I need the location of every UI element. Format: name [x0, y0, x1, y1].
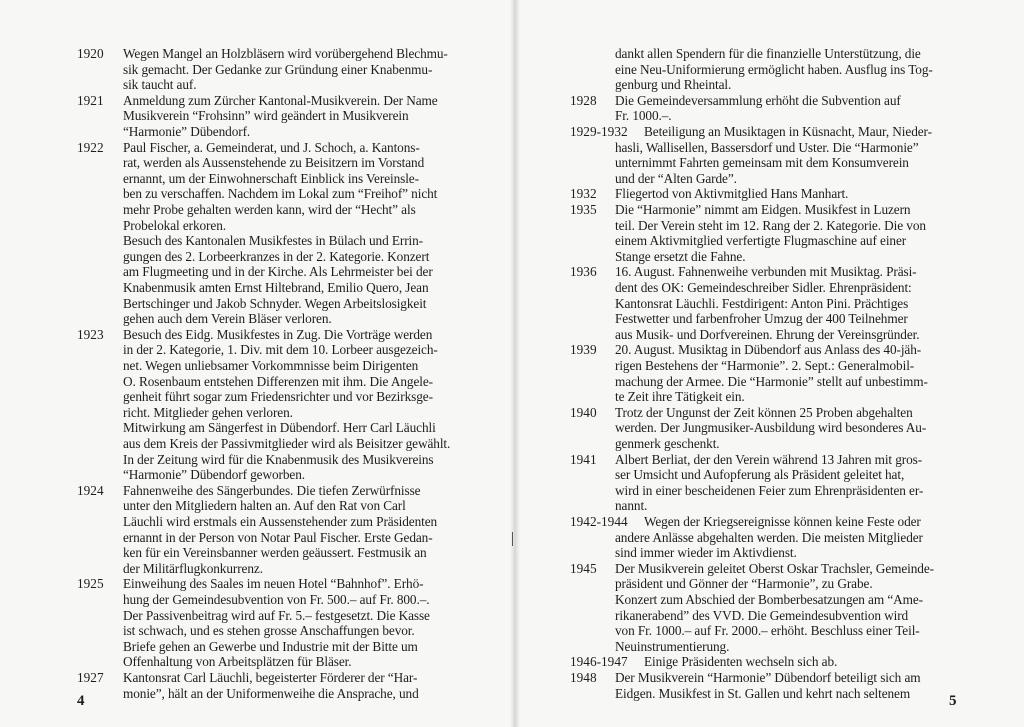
- entry-year: 1921: [77, 92, 104, 108]
- entry-year: 1941: [570, 451, 597, 467]
- entry-text-line: Knabenmusik amten Ernst Hiltebrand, Emilio Quero, Jean: [123, 280, 429, 295]
- entry-text-line: andere Anlässe abgehalten werden. Die meisten Mitglieder: [615, 529, 923, 545]
- entry-text-line: Läuchli wird erstmals ein Aussenstehender zum Präsidenten: [123, 514, 438, 529]
- entry-text-line: und der “Alten Garde”.: [615, 170, 737, 186]
- entry-year: 1948: [570, 670, 597, 685]
- entry-text-line: unter den Mitgliedern halten an. Auf den Rat von Carl: [123, 498, 406, 514]
- entry-text-line: Der Musikverein geleitet Oberst Oskar Trachsler, Gemeinde-: [615, 560, 934, 576]
- right-page: [514, 0, 1024, 727]
- entry-text-line: Die Gemeindeversammlung erhöht die Subvention auf: [615, 92, 901, 108]
- entry-text-line: Konzert zum Abschied der Bomberbesatzungen am “Ame-: [615, 592, 924, 607]
- text-line: eine Neu-Uniformierung ermöglicht haben. Ausflug ins Tog-: [615, 61, 933, 77]
- entry-text-line: Wegen der Kriegsereignisse können keine Feste oder: [644, 514, 921, 529]
- entry-text-line: Stange ersetzt die Fahne.: [615, 248, 746, 264]
- entry-text-line: 16. August. Fahnenweihe verbunden mit Musiktag. Präsi-: [615, 264, 917, 280]
- entry-text-line: Besuch des Kantonalen Musikfestes in Bülach und Errin-: [123, 233, 423, 249]
- entry-year: 1935: [570, 202, 597, 217]
- entry-text-line: aus dem Kreis der Passivmitglieder wird als Beisitzer gewählt.: [123, 436, 451, 451]
- right-page-number: 5: [949, 693, 957, 709]
- binding-mark: [512, 532, 513, 546]
- text-line: dankt allen Spendern für die finanzielle Unterstützung, die: [615, 46, 921, 61]
- entry-text-line: richt. Mitglieder gehen verloren.: [123, 404, 293, 420]
- entry-text-line: te Zeit ihre Tätigkeit ein.: [615, 389, 745, 405]
- entry-text-line: hung der Gemeindesubvention von Fr. 500.– auf Fr. 800.–.: [123, 592, 430, 607]
- entry-text-line: Bertschinger und Jakob Schnyder. Wegen Arbeitslosigkeit: [123, 295, 427, 311]
- entry-text-line: aus Musik- und Dorfvereinen. Ehrung der Vereinsgründer.: [615, 326, 920, 342]
- entry-text-line: Probelokal erkoren.: [123, 217, 226, 233]
- entry-text-line: einem Aktivmitglied verfertigte Flugmaschine auf einer: [615, 233, 907, 249]
- entry-year: 1922: [77, 139, 104, 155]
- entry-text-line: rikanerabend” des VVD. Die Gemeindesubvention wird: [615, 607, 909, 623]
- entry-text-line: sik taucht auf.: [123, 77, 197, 93]
- entry-text-line: rigen Bestehens der “Harmonie”. 2. Sept.: Generalmobil-: [615, 358, 915, 373]
- book-gutter: [510, 0, 520, 727]
- entry-text-line: sind immer wieder im Aktivdienst.: [615, 545, 797, 561]
- entry-text-line: werden. Der Jungmusiker-Ausbildung wird besonderes Au-: [615, 420, 927, 436]
- entry-year: 1923: [77, 326, 104, 342]
- entry-year: 1932: [570, 186, 597, 202]
- entry-text-line: Paul Fischer, a. Gemeinderat, und J. Schoch, a. Kantons-: [123, 139, 420, 155]
- entry-text-line: Wegen Mangel an Holzbläsern wird vorübergehend Blechmu-: [123, 46, 448, 61]
- entry-text-line: Besuch des Eidg. Musikfestes in Zug. Die Vorträge werden: [123, 326, 433, 342]
- entry-text-line: Kantonsrat Carl Läuchli, begeisterter Förderer der “Har-: [123, 670, 418, 685]
- entry-text-line: genmerk geschenkt.: [615, 436, 720, 451]
- entry-text-line: ist schwach, und es stehen grosse Anschaffungen bevor.: [123, 623, 415, 639]
- entry-text-line: genheit führt sogar zum Friedensrichter und vor Bezirksge-: [123, 389, 433, 405]
- entry-text-line: Musikverein “Frohsinn” wird geändert in Musikverein: [123, 108, 409, 124]
- entry-text-line: ernannt, um der Einwohnerschaft Einblick ins Vereinsle-: [123, 170, 419, 186]
- entry-text-line: machung der Armee. Die “Harmonie” stellt auf unbestimm-: [615, 373, 928, 389]
- entry-year: 1942-1944: [570, 514, 628, 529]
- entry-year: 1929-1932: [570, 124, 628, 139]
- entry-text-line: hasli, Wallisellen, Bassersdorf und Uster. Die “Harmonie”: [615, 139, 919, 155]
- entry-text-line: ken für ein Vereinsbanner werden geäussert. Festmusik an: [123, 545, 427, 561]
- entry-text-line: Kantonsrat Läuchli. Festdirigent: Anton Pini. Prächtiges: [615, 295, 909, 311]
- entry-text-line: Die “Harmonie” nimmt am Eidgen. Musikfest in Luzern: [615, 202, 911, 217]
- entry-text-line: nannt.: [615, 498, 648, 514]
- entry-text-line: Anmeldung zum Zürcher Kantonal-Musikverein. Der Name: [123, 92, 438, 108]
- entry-text-line: Albert Berliat, der den Verein während 13 Jahren mit gros-: [615, 451, 923, 467]
- entry-text-line: ser Umsicht und Aufopferung als Präsident geleitet hat,: [615, 467, 905, 483]
- entry-year: 1920: [77, 46, 104, 61]
- entry-year: 1939: [570, 342, 597, 358]
- entry-text-line: Einige Präsidenten wechseln sich ab.: [644, 654, 838, 670]
- entry-text-line: ben zu verschaffen. Nachdem im Lokal zum “Freihof” nicht: [123, 186, 438, 202]
- entry-year: 1925: [77, 576, 104, 592]
- entry-year: 1927: [77, 670, 104, 685]
- entry-text-line: unternimmt Fahrten gemeinsam mit dem Konsumverein: [615, 155, 909, 171]
- entry-text-line: am Flugmeeting und in der Kirche. Als Lehrmeister bei der: [123, 264, 433, 280]
- entry-text-line: Fliegertod von Aktivmitglied Hans Manhart.: [615, 186, 849, 202]
- entry-year: 1928: [570, 92, 597, 108]
- entry-text-line: Mitwirkung am Sängerfest in Dübendorf. Herr Carl Läuchli: [123, 420, 436, 436]
- entry-text-line: wird in einer bescheidenen Feier zum Ehrenpräsidenten er-: [615, 482, 924, 498]
- entry-text-line: der Militärflugkonkurrenz.: [123, 560, 263, 576]
- entry-text-line: dent des OK: Gemeindeschreiber Sidler. Ehrenpräsident:: [615, 280, 912, 295]
- entry-text-line: Einweihung des Saales im neuen Hotel “Bahnhof”. Erhö-: [123, 576, 424, 592]
- entry-text-line: 20. August. Musiktag in Dübendorf aus Anlass des 40-jäh-: [615, 342, 922, 358]
- entry-text-line: in der 2. Kategorie, 1. Div. mit dem 10. Lorbeer ausgezeich-: [123, 342, 438, 358]
- entry-text-line: Der Musikverein “Harmonie” Dübendorf beteiligt sich am: [615, 670, 921, 685]
- entry-text-line: ernannt in der Person von Notar Paul Fischer. Erste Gedan-: [123, 529, 433, 545]
- entry-year: 1936: [570, 264, 597, 280]
- entry-text-line: O. Rosenbaum entstehen Differenzen mit ihm. Die Angele-: [123, 373, 433, 389]
- entry-text-line: Offenhaltung von Arbeitsplätzen für Bläser.: [123, 654, 352, 670]
- entry-text-line: sik gemacht. Der Gedanke zur Gründung einer Knabenmu-: [123, 61, 433, 77]
- left-page-number: 4: [77, 693, 85, 709]
- entry-text-line: mehr Probe gehalten werden kann, wird der “Hecht” als: [123, 202, 416, 217]
- entry-text-line: net. Wegen unliebsamer Vorkommnisse beim Dirigenten: [123, 358, 419, 373]
- entry-text-line: rat, werden als Aussenstehende zu Beisitzern im Vorstand: [123, 155, 425, 171]
- entry-text-line: Fr. 1000.–.: [615, 108, 672, 124]
- entry-text-line: Fahnenweihe des Sängerbundes. Die tiefen Zerwürfnisse: [123, 482, 421, 498]
- entry-text-line: präsident und Gönner der “Harmonie”, zu Grabe.: [615, 576, 873, 592]
- entry-text-line: Der Passivenbeitrag wird auf Fr. 5.– festgesetzt. Die Kasse: [123, 607, 430, 623]
- entry-year: 1946-1947: [570, 654, 628, 670]
- entry-text-line: teil. Der Verein steht im 12. Rang der 2. Kategorie. Die von: [615, 217, 926, 233]
- entry-text-line: gungen des 2. Lorbeerkranzes in der 2. Kategorie. Konzert: [123, 248, 430, 264]
- entry-text-line: Festwetter und farbenfroher Umzug der 400 Teilnehmer: [615, 311, 908, 327]
- entry-year: 1924: [77, 482, 104, 498]
- entry-text-line: Briefe gehen an Gewerbe und Industrie mit der Bitte um: [123, 638, 418, 654]
- entry-text-line: Beteiligung an Musiktagen in Küsnacht, Maur, Nieder-: [644, 124, 932, 139]
- entry-text-line: “Harmonie” Dübendorf geworben.: [123, 467, 305, 483]
- entry-text-line: Trotz der Ungunst der Zeit können 25 Proben abgehalten: [615, 404, 913, 420]
- entry-text-line: Eidgen. Musikfest in St. Gallen und kehrt nach seltenem: [615, 685, 911, 701]
- entry-year: 1945: [570, 560, 597, 576]
- entry-text-line: Neuinstrumentierung.: [615, 638, 730, 654]
- entry-text-line: monie”, hält an der Uniformenweihe die Ansprache, und: [123, 685, 419, 701]
- entry-text-line: gehen auch dem Verein Bläser verloren.: [123, 311, 332, 327]
- entry-text-line: von Fr. 1000.– auf Fr. 2000.– erhöht. Beschluss einer Teil-: [615, 623, 920, 639]
- entry-year: 1940: [570, 404, 597, 420]
- text-line: genburg und Rheintal.: [615, 77, 732, 93]
- entry-text-line: “Harmonie” Dübendorf.: [123, 124, 251, 139]
- entry-text-line: In der Zeitung wird für die Knabenmusik des Musikvereins: [123, 451, 434, 467]
